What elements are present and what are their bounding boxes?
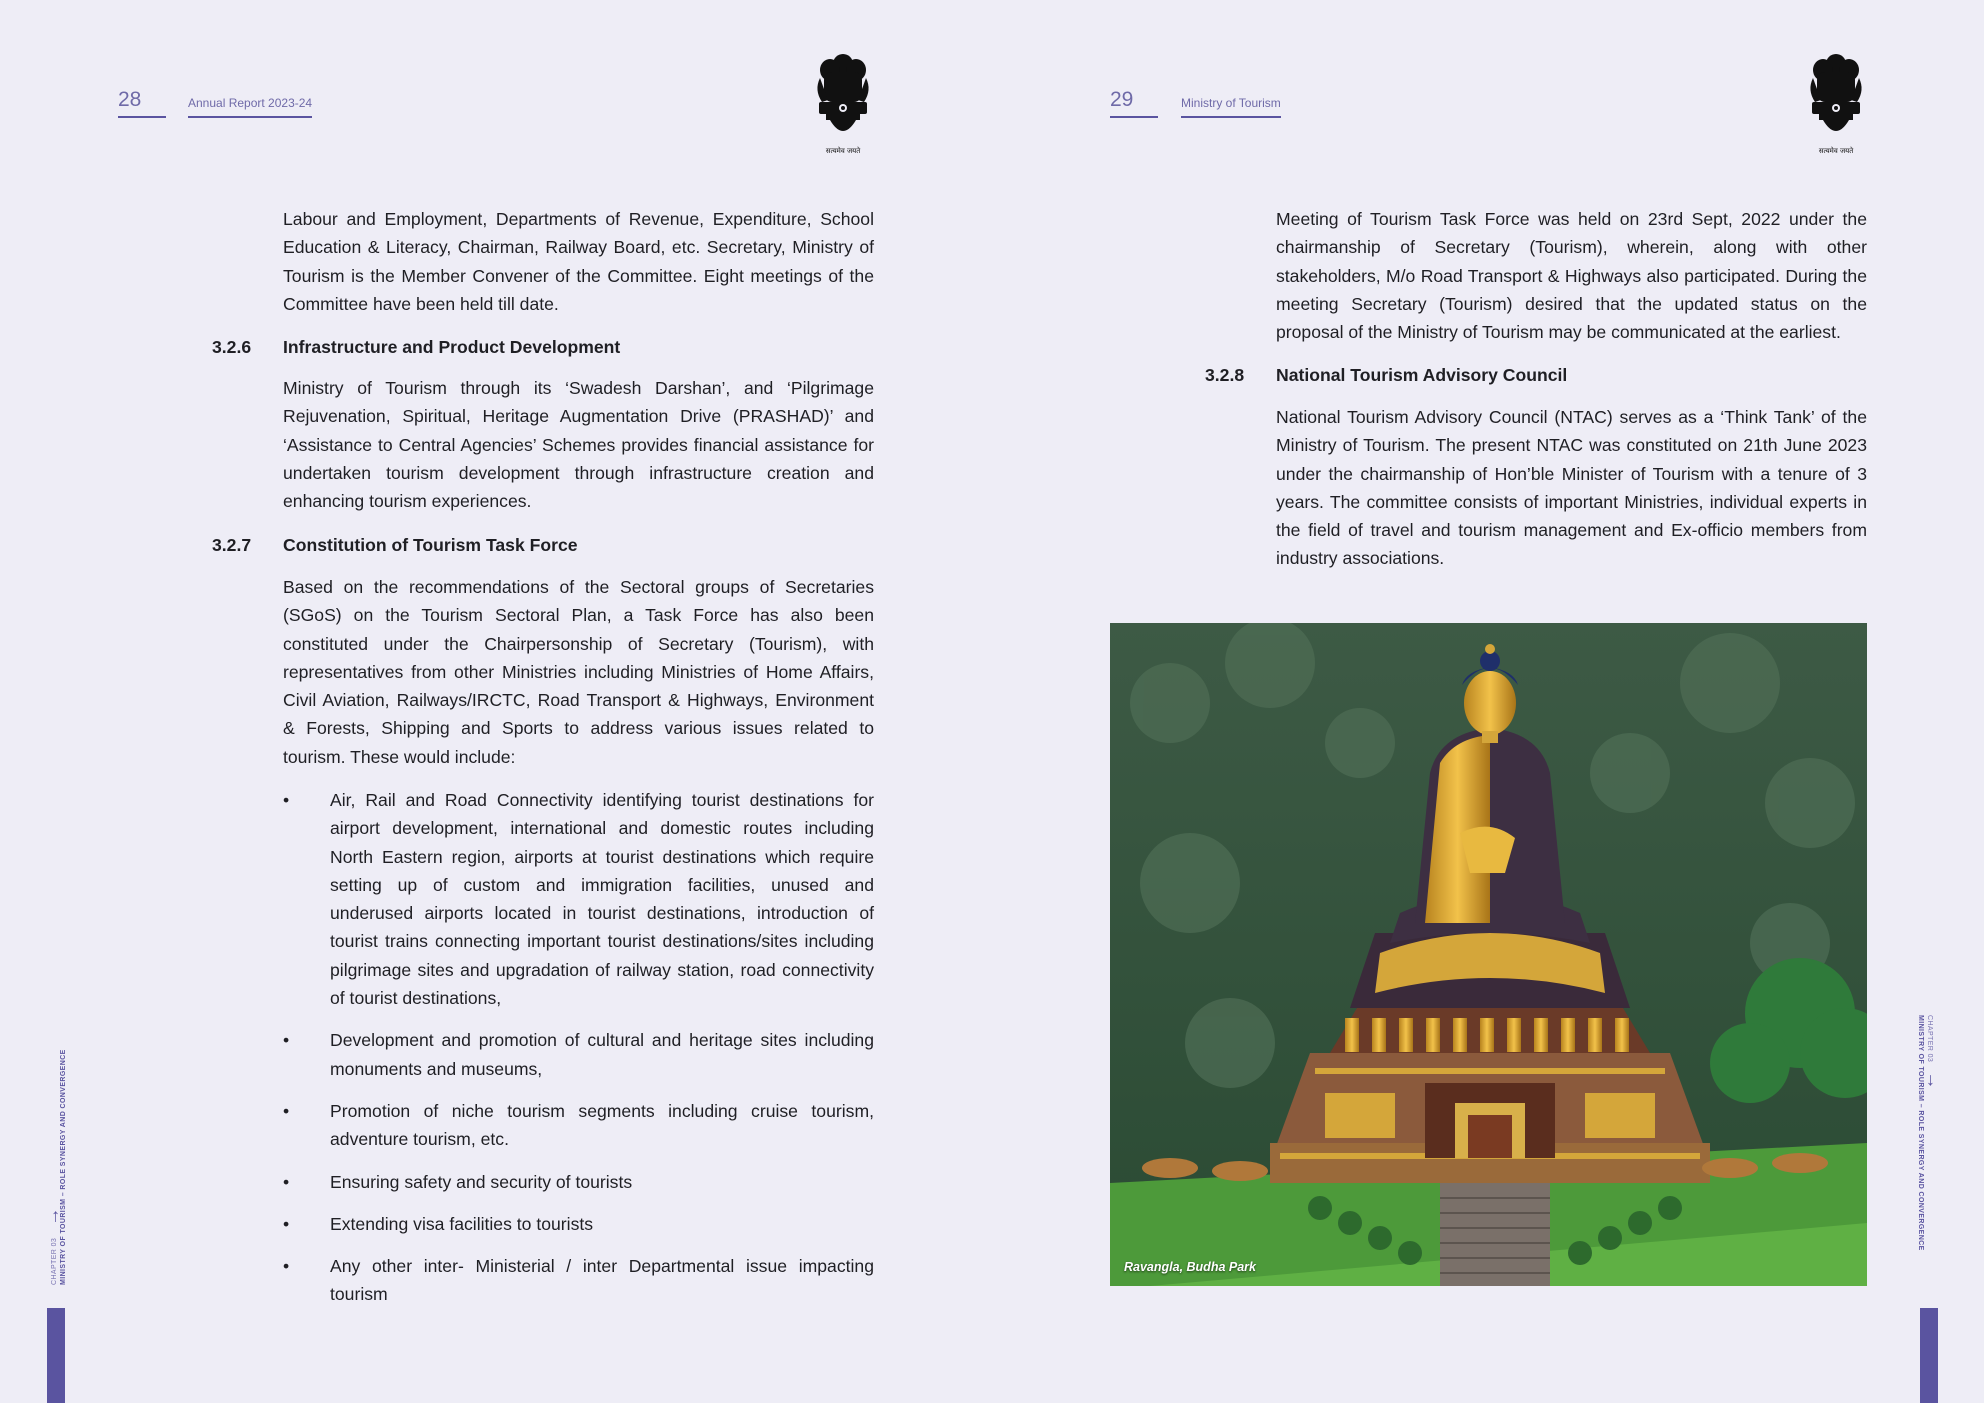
section-number: 3.2.7 — [212, 535, 252, 555]
paragraph: Based on the recommendations of the Sectoral groups of Secretaries (SGoS) on the Tourism Sectoral Plan, a Task Force has also been constituted under the Chairpersonship of Secretary (Tourism), with representatives from other Ministries including Ministries of Home Affairs, Civil Aviation, Railways/IRCTC, Road Transport & Highways, Environment & Forests, Shipping and Sports to address various issues related to tourism. These would include: — [283, 577, 874, 767]
section-3-2-7-body — [283, 573, 874, 771]
national-emblem-right — [1803, 50, 1869, 156]
list-item: • Any other inter- Ministerial / inter Departmental issue impacting tourism — [283, 1256, 874, 1305]
list-item: • Extending visa facilities to tourists — [283, 1213, 594, 1234]
section-3-2-6-body — [283, 374, 874, 515]
arrow-up-icon: → — [42, 1207, 63, 1226]
buddha-statue-illustration — [1110, 623, 1867, 1286]
list-item: • Development and promotion of cultural and heritage sites including monuments and museums, — [283, 1030, 874, 1079]
chapter-side-label-right: CHAPTER 03 MINISTRY OF TOURISM – ROLE SYNERGY AND CONVERGENCE — [1917, 1015, 1933, 1251]
emblem-caption-left: सत्यमेव जयते — [825, 147, 861, 155]
paragraph: Ministry of Tourism through its ‘Swadesh Darshan’, and ‘Pilgrimage Rejuvenation, Spiritual, Heritage Augmentation Drive (PRASHAD)’ and ‘Assistance to Central Agencies’ Schemes provides financial assistance for undertaken tourism development through infrastructure creation and enhancing tourism experiences. — [283, 378, 874, 512]
task-force-bullet-list — [283, 786, 874, 1309]
section-3-2-8-body — [1276, 403, 1867, 573]
page-number-right: 29 — [1110, 88, 1158, 118]
section-title: Constitution of Tourism Task Force — [283, 535, 578, 555]
buddha-park-photo — [1110, 623, 1867, 1286]
section-number: 3.2.8 — [1205, 365, 1245, 385]
intro-paragraph-right — [1276, 205, 1867, 346]
chapter-tab-bar — [1920, 1308, 1938, 1403]
running-title-right: Ministry of Tourism — [1181, 96, 1281, 118]
page-number-left: 28 — [118, 88, 166, 118]
photo-caption: Ravangla, Budha Park — [1124, 1260, 1256, 1274]
chapter-side-label-left: CHAPTER 03 MINISTRY OF TOURISM – ROLE SYNERGY AND CONVERGENCE — [51, 1049, 67, 1285]
chapter-tab-bar — [47, 1308, 65, 1403]
running-title-left: Annual Report 2023-24 — [188, 96, 312, 118]
section-number: 3.2.6 — [212, 337, 252, 357]
paragraph: Meeting of Tourism Task Force was held on 23rd Sept, 2022 under the chairmanship of Secretary (Tourism), wherein, along with other stakeholders, M/o Road Transport & Highways also participated. During the meeting Secretary (Tourism) desired that the updated status on the proposal of the Ministry of Tourism may be communicated at the earliest. — [1276, 209, 1867, 343]
section-title: National Tourism Advisory Council — [1276, 365, 1568, 385]
paragraph: Labour and Employment, Departments of Revenue, Expenditure, School Education & Literacy, Chairman, Railway Board, etc. Secretary, Ministry of Tourism is the Member Convener of the Committee. Eight meetings of the Committee have been held till date. — [283, 209, 874, 314]
lion-capital-icon — [1803, 50, 1869, 142]
list-item: • Promotion of niche tourism segments including cruise tourism, adventure tourism, etc. — [283, 1100, 874, 1150]
list-item: • Air, Rail and Road Connectivity identifying tourist destinations for airport development, international and domestic routes including North Eastern region, airports at tourist destinations which require setting up of custom and immigration facilities, unused and underused airports located in tourist destinations, introduction of tourist trains connecting important tourist destinations/sites including pilgrimage sites and upgradation of railway station, road connectivity of tourist destinations, — [283, 790, 874, 1009]
intro-paragraph-left — [283, 205, 874, 318]
list-item: • Ensuring safety and security of tourists — [283, 1171, 633, 1192]
lion-capital-icon — [810, 50, 876, 142]
section-title: Infrastructure and Product Development — [283, 337, 621, 357]
paragraph: National Tourism Advisory Council (NTAC) serves as a ‘Think Tank’ of the Ministry of Tourism. The present NTAC was constituted on 21th June 2023 under the chairmanship of Hon’ble Minister of Tourism with a tenure of 3 years. The committee consists of important Ministries, individual experts in the field of travel and tourism management and Ex-officio members from industry associations. — [1276, 407, 1867, 569]
emblem-caption-right: सत्यमेव जयते — [1818, 147, 1854, 155]
arrow-down-icon: → — [1923, 1071, 1944, 1090]
national-emblem-left — [810, 50, 876, 156]
